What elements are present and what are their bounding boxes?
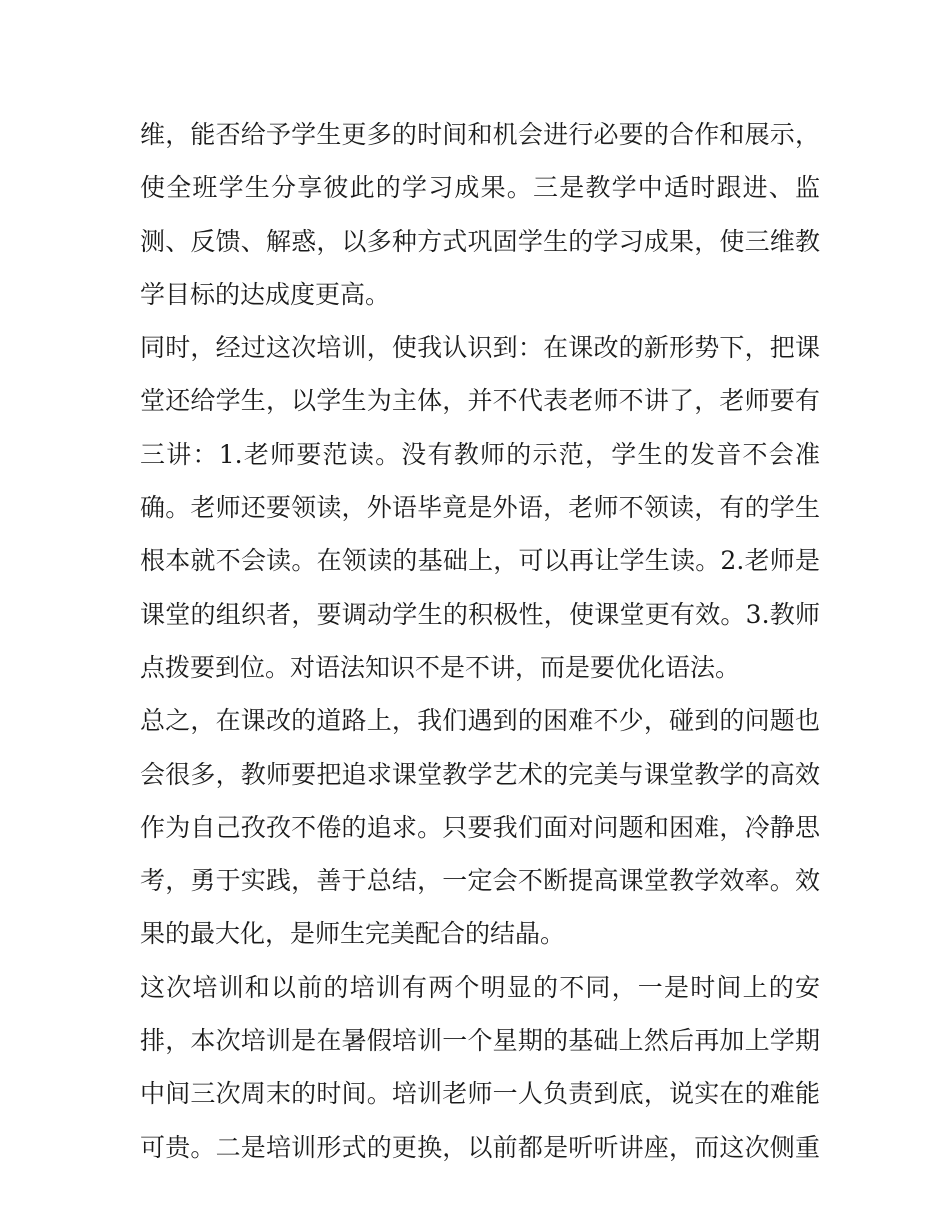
text-line: 测、反馈、解惑，以多种方式巩固学生的学习成果，使三维教 (140, 226, 820, 256)
text-line: 堂还给学生，以学生为主体，并不代表老师不讲了，老师要有 (140, 386, 820, 416)
text-line: 排，本次培训是在暑假培训一个星期的基础上然后再加上学期 (140, 1026, 820, 1056)
paragraph (140, 961, 820, 1174)
paragraph (140, 321, 820, 694)
text-line: 考，勇于实践，善于总结，一定会不断提高课堂教学效率。效 (140, 866, 820, 896)
text-line: 这次培训和以前的培训有两个明显的不同，一是时间上的安 (140, 972, 820, 1002)
text-line: 会很多，教师要把追求课堂教学艺术的完美与课堂教学的高效 (140, 759, 820, 789)
text-line: 作为自己孜孜不倦的追求。只要我们面对问题和困难，冷静思 (140, 812, 820, 842)
text-line: 同时，经过这次培训，使我认识到：在课改的新形势下，把课 (140, 333, 820, 363)
text-line: 学目标的达成度更高。 (140, 279, 391, 309)
document-body (140, 108, 820, 1174)
text-line: 使全班学生分享彼此的学习成果。三是教学中适时跟进、监 (140, 173, 820, 203)
text-line: 三讲：1.老师要范读。没有教师的示范，学生的发音不会准 (140, 439, 820, 469)
text-line: 维，能否给予学生更多的时间和机会进行必要的合作和展示， (140, 120, 820, 149)
text-line: 点拨要到位。对语法知识不是不讲，而是要优化语法。 (140, 652, 741, 682)
text-line: 根本就不会读。在领读的基础上，可以再让学生读。2.老师是 (140, 546, 820, 576)
text-line: 中间三次周末的时间。培训老师一人负责到底，说实在的难能 (140, 1079, 820, 1109)
text-line: 课堂的组织者，要调动学生的积极性，使课堂更有效。3.教师 (140, 599, 820, 629)
text-line: 果的最大化，是师生完美配合的结晶。 (140, 919, 566, 949)
text-line: 总之，在课改的道路上，我们遇到的困难不少，碰到的问题也 (140, 706, 820, 736)
paragraph (140, 108, 820, 321)
paragraph (140, 694, 820, 960)
text-line: 确。老师还要领读，外语毕竟是外语，老师不领读，有的学生 (140, 493, 820, 523)
text-line: 可贵。二是培训形式的更换，以前都是听听讲座，而这次侧重 (140, 1132, 820, 1162)
